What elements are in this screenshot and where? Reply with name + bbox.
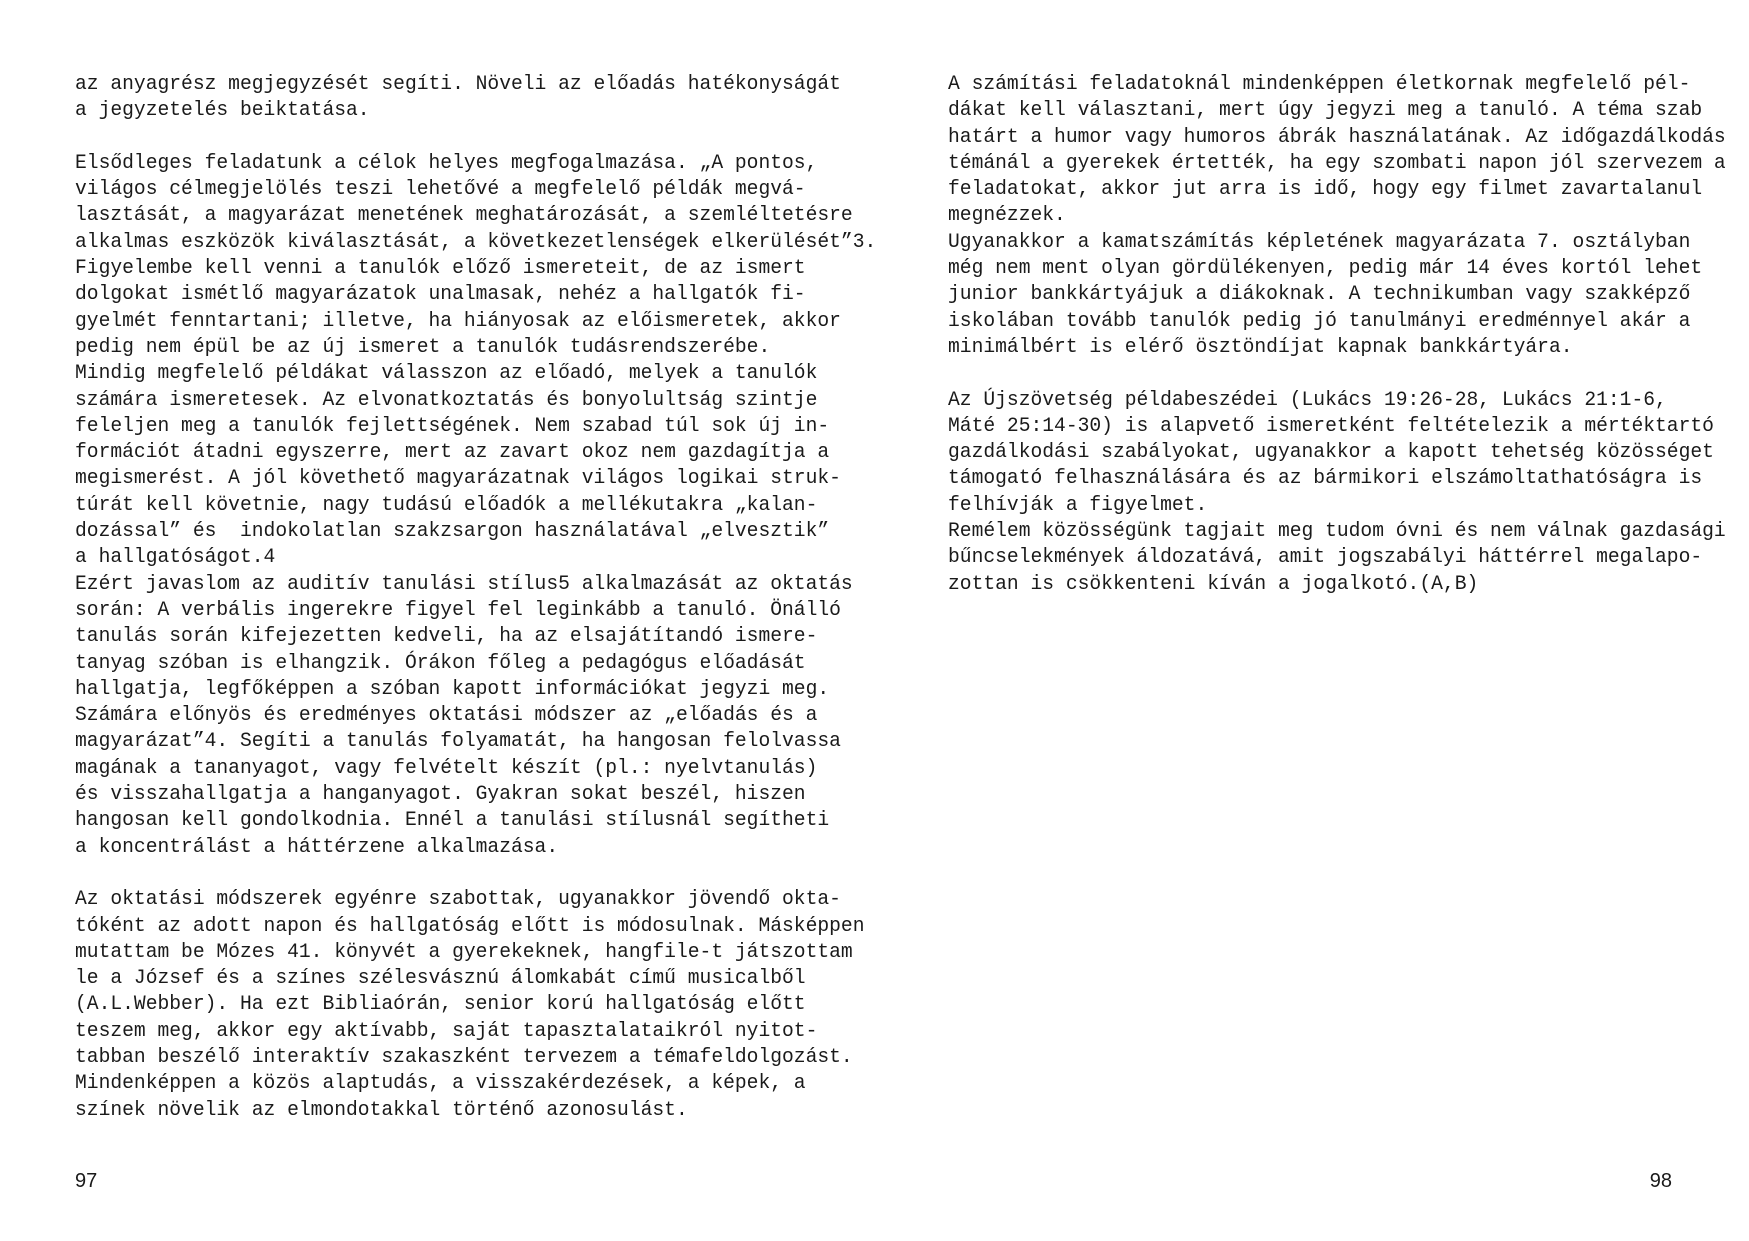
text-line: tóként az adott napon és hallgatóság előtt is módosulnak. Másképpen	[75, 914, 865, 938]
paragraph-gap	[948, 361, 1726, 387]
paragraph	[75, 72, 876, 125]
text-line: tabban beszélő interaktív szakaszként tervezem a témafeldolgozást.	[75, 1045, 853, 1069]
text-line: a hallgatóságot.4	[75, 546, 276, 570]
text-line: magyarázat”4. Segíti a tanulás folyamatát, ha hangosan felolvassa	[75, 730, 841, 754]
paragraph-gap	[75, 861, 876, 887]
text-line: a koncentrálást a háttérzene alkalmazása.	[75, 835, 559, 859]
text-line: témánál a gyerekek értették, ha egy szombati napon jól szervezem a	[948, 151, 1726, 175]
text-line: teszem meg, akkor egy aktívabb, saját tapasztalataikról nyitot-	[75, 1019, 818, 1043]
text-line: lasztását, a magyarázat menetének meghatározását, a szemléltetésre	[75, 204, 853, 228]
page-number-left: 97	[75, 1170, 98, 1192]
text-line: iskolában tovább tanulók pedig jó tanulmányi eredménnyel akár a	[948, 309, 1691, 333]
text-line: Az Újszövetség példabeszédei (Lukács 19:26-28, Lukács 21:1-6,	[948, 388, 1667, 412]
text-line: feladatokat, akkor jut arra is idő, hogy egy filmet zavartalanul	[948, 178, 1703, 202]
text-line: Ugyanakkor a kamatszámítás képletének magyarázata 7. osztályban	[948, 230, 1691, 254]
text-line: Elsődleges feladatunk a célok helyes megfogalmazása. „A pontos,	[75, 151, 818, 175]
text-line: minimálbért is elérő ösztöndíjat kapnak bankkártyára.	[948, 335, 1573, 359]
text-line: támogató felhasználására és az bármikori elszámoltathatóságra is	[948, 467, 1703, 491]
text-line: Figyelembe kell venni a tanulók előző ismereteit, de az ismert	[75, 257, 806, 281]
text-line: dákat kell választani, mert úgy jegyzi meg a tanuló. A téma szab	[948, 99, 1703, 123]
text-line: határt a humor vagy humoros ábrák használatának. Az időgazdálkodás	[948, 125, 1726, 149]
text-line: a jegyzetelés beiktatása.	[75, 99, 370, 123]
text-line: hangosan kell gondolkodnia. Ennél a tanulási stílusnál segítheti	[75, 809, 830, 833]
paragraph-gap	[75, 125, 876, 151]
text-line: magának a tananyagot, vagy felvételt készít (pl.: nyelvtanulás)	[75, 756, 818, 780]
text-line: felhívják a figyelmet.	[948, 493, 1208, 517]
text-line: Remélem közösségünk tagjait meg tudom óvni és nem válnak gazdasági	[948, 520, 1726, 544]
paragraph	[948, 72, 1726, 361]
text-line: során: A verbális ingerekre figyel fel leginkább a tanuló. Önálló	[75, 598, 841, 622]
page-number-right: 98	[1649, 1170, 1672, 1192]
text-line: tanulás során kifejezetten kedveli, ha az elsajátítandó ismere-	[75, 625, 818, 649]
text-line: A számítási feladatoknál mindenképpen életkornak megfelelő pél-	[948, 73, 1691, 96]
text-line: Ezért javaslom az auditív tanulási stílus5 alkalmazását az oktatás	[75, 572, 853, 596]
text-line: Az oktatási módszerek egyénre szabottak, ugyanakkor jövendő okta-	[75, 888, 841, 912]
text-line: az anyagrész megjegyzését segíti. Növeli az előadás hatékonyságát	[75, 73, 841, 96]
paragraph	[75, 151, 876, 861]
text-line: Mindig megfelelő példákat válasszon az előadó, melyek a tanulók	[75, 362, 818, 386]
text-line: dozással” és indokolatlan szakzsargon használatával „elvesztik”	[75, 520, 830, 544]
text-line: Mindenképpen a közös alaptudás, a visszakérdezések, a képek, a	[75, 1072, 806, 1096]
paragraph	[948, 388, 1726, 598]
text-line: színek növelik az elmondotakkal történő azonosulást.	[75, 1098, 688, 1122]
text-line: túrát kell követnie, nagy tudású előadók a mellékutakra „kalan-	[75, 493, 818, 517]
text-line: még nem ment olyan gördülékenyen, pedig már 14 éves kortól lehet	[948, 257, 1703, 281]
text-line: formációt átadni egyszerre, mert az zavart okoz nem gazdagítja a	[75, 441, 830, 465]
text-line: dolgokat ismétlő magyarázatok unalmasak, nehéz a hallgatók fi-	[75, 283, 806, 307]
text-line: gyelmét fenntartani; illetve, ha hiányosak az előismeretek, akkor	[75, 309, 841, 333]
text-line: Máté 25:14-30) is alapvető ismeretként feltételezik a mértéktartó	[948, 414, 1714, 438]
paragraph	[75, 887, 876, 1124]
text-line: junior bankkártyájuk a diákoknak. A technikumban vagy szakképző	[948, 283, 1691, 307]
text-line: (A.L.Webber). Ha ezt Bibliaórán, senior korú hallgatóság előtt	[75, 993, 806, 1017]
text-line: gazdálkodási szabályokat, ugyanakkor a kapott tehetség közösséget	[948, 441, 1714, 465]
text-line: feleljen meg a tanulók fejlettségének. Nem szabad túl sok új in-	[75, 414, 830, 438]
text-line: világos célmegjelölés teszi lehetővé a megfelelő példák megvá-	[75, 178, 806, 202]
left-page-body-text	[75, 72, 876, 1124]
text-line: mutattam be Mózes 41. könyvét a gyerekeknek, hangfile-t játszottam	[75, 940, 853, 964]
right-page	[874, 0, 1749, 1241]
text-line: le a József és a színes szélesvásznú álomkabát című musicalből	[75, 967, 806, 991]
text-line: pedig nem épül be az új ismeret a tanulók tudásrendszerébe.	[75, 335, 771, 359]
text-line: és visszahallgatja a hanganyagot. Gyakran sokat beszél, hiszen	[75, 783, 806, 807]
text-line: alkalmas eszközök kiválasztását, a következetlenségek elkerülését”3.	[75, 230, 877, 254]
right-page-body-text	[948, 72, 1726, 598]
text-line: megnézzek.	[948, 204, 1066, 228]
text-line: Számára előnyös és eredményes oktatási módszer az „előadás és a	[75, 704, 818, 728]
text-line: hallgatja, legfőképpen a szóban kapott információkat jegyzi meg.	[75, 677, 830, 701]
text-line: bűncselekmények áldozatává, amit jogszabályi háttérrel megalapo-	[948, 546, 1703, 570]
text-line: számára ismeretesek. Az elvonatkoztatás és bonyolultság szintje	[75, 388, 818, 412]
text-line: megismerést. A jól követhető magyarázatnak világos logikai struk-	[75, 467, 841, 491]
text-line: tanyag szóban is elhangzik. Órákon főleg a pedagógus előadását	[75, 651, 806, 675]
text-line: zottan is csökkenteni kíván a jogalkotó.(A,B)	[948, 572, 1479, 596]
